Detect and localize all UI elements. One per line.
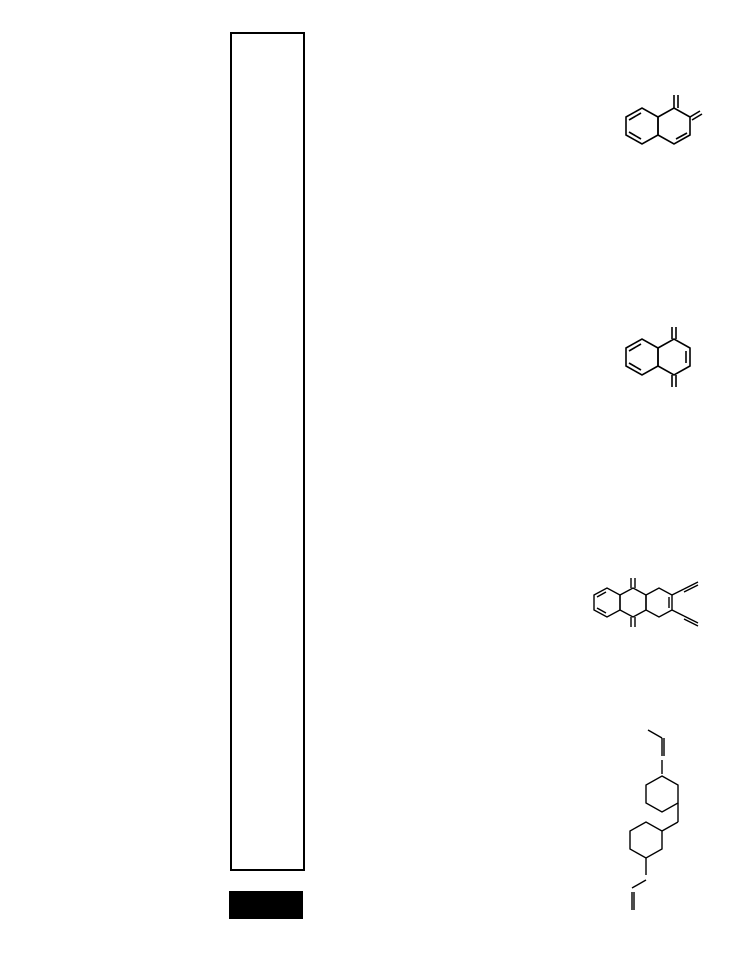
heatmap-border — [231, 33, 304, 870]
structure-1-2-naphthoquinone — [626, 95, 702, 144]
structure-1-4-naphthoquinone — [626, 327, 690, 387]
panel-a-heatmap — [230, 33, 304, 918]
structure-hydrogenated-mdi — [630, 730, 678, 910]
colorbar — [230, 892, 302, 918]
structure-dithianon — [594, 578, 698, 627]
